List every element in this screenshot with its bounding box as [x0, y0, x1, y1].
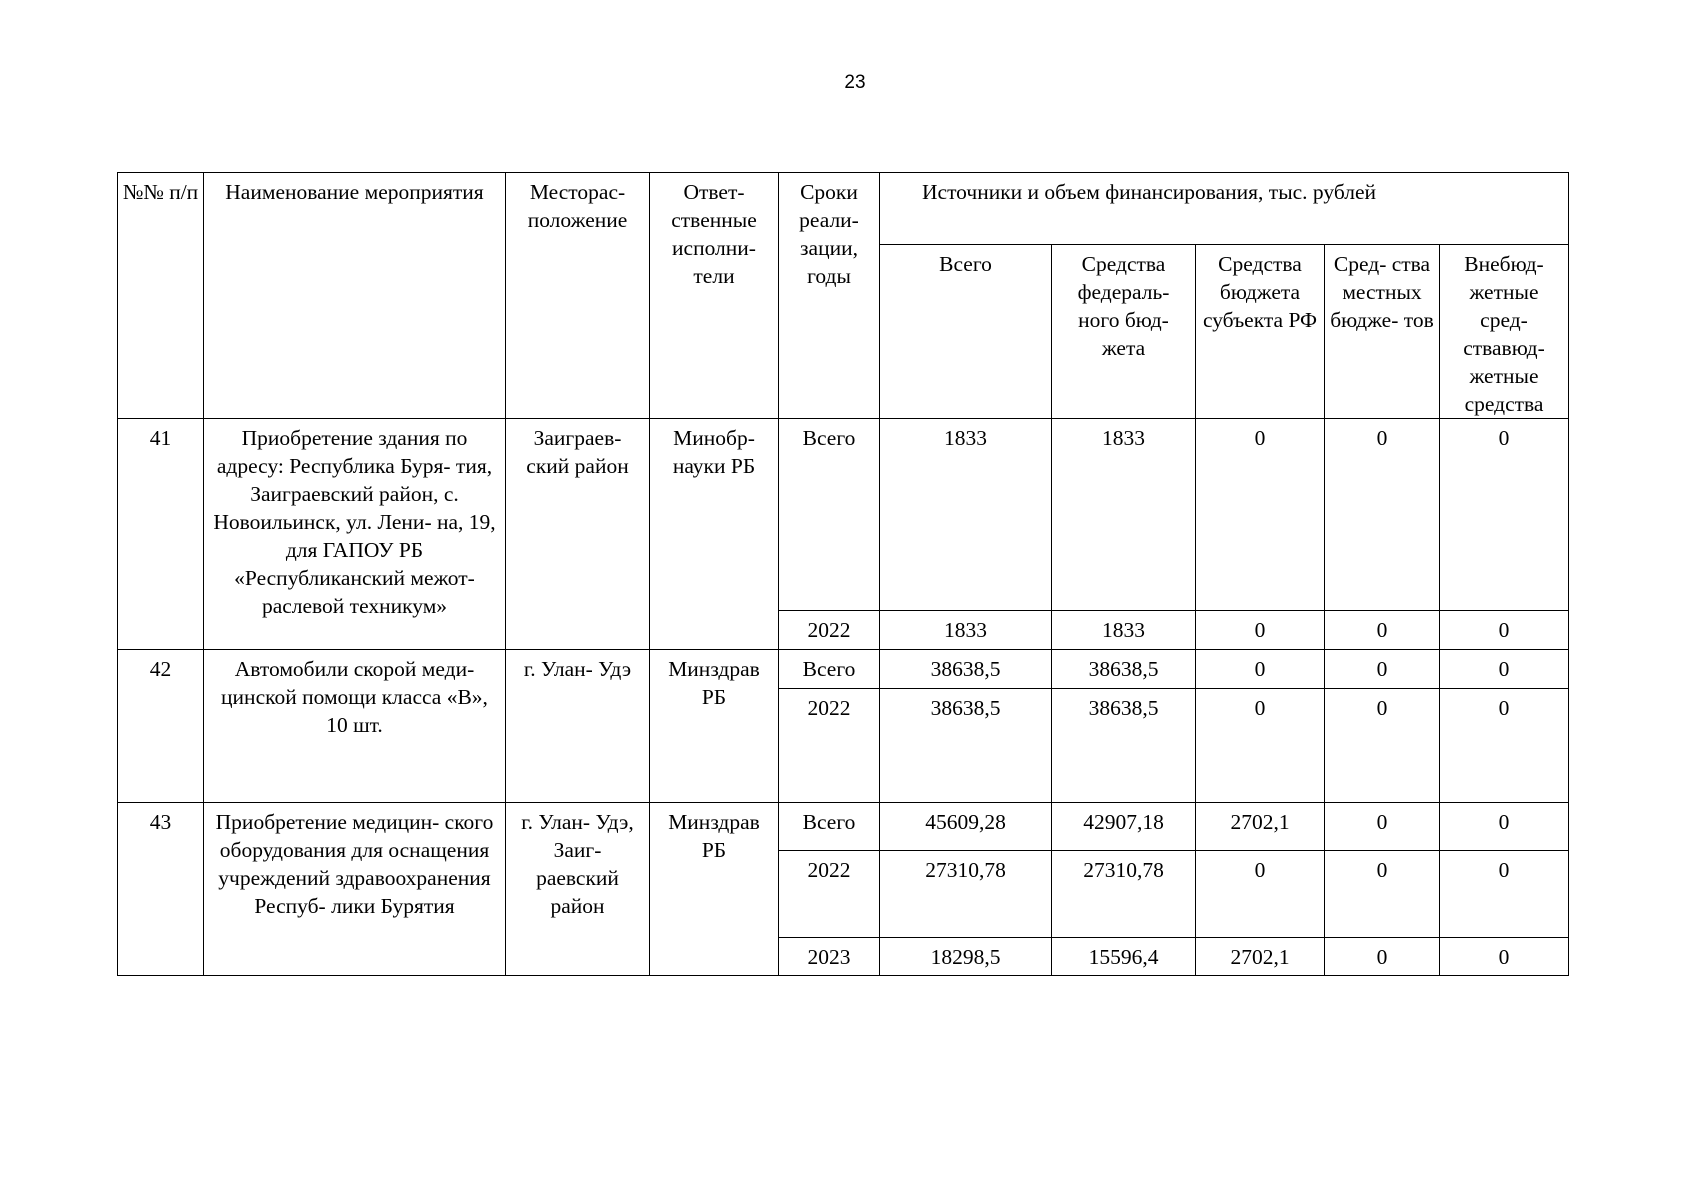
- row-regional: 0: [1196, 419, 1325, 611]
- row-local: 0: [1325, 803, 1440, 851]
- table-row: [118, 650, 1569, 689]
- row-responsible: Минздрав РБ: [650, 803, 779, 976]
- row-name: Приобретение медицин- ского оборудования для оснащения учреждений здравоохранения Респуб- лики Бурятия: [204, 803, 506, 976]
- header-responsible: Ответ- ственные исполни- тели: [650, 173, 779, 419]
- row-extra: 0: [1440, 851, 1569, 938]
- row-extra: 0: [1440, 611, 1569, 650]
- row-local: 0: [1325, 650, 1440, 689]
- row-regional: 0: [1196, 611, 1325, 650]
- row-regional: 0: [1196, 851, 1325, 938]
- row-federal: 38638,5: [1052, 689, 1196, 803]
- financing-table: [117, 172, 1569, 976]
- row-period: Всего: [779, 419, 880, 611]
- header-location: Месторас- положение: [506, 173, 650, 419]
- row-regional: 2702,1: [1196, 803, 1325, 851]
- row-num: 41: [118, 419, 204, 650]
- table-row: [118, 803, 1569, 851]
- row-extra: 0: [1440, 803, 1569, 851]
- row-period: 2022: [779, 611, 880, 650]
- row-federal: 1833: [1052, 419, 1196, 611]
- row-location: Заиграев- ский район: [506, 419, 650, 650]
- row-responsible: Минздрав РБ: [650, 650, 779, 803]
- row-federal: 1833: [1052, 611, 1196, 650]
- header-name: Наименование мероприятия: [204, 173, 506, 419]
- row-local: 0: [1325, 689, 1440, 803]
- row-num: 42: [118, 650, 204, 803]
- header-regional: Средства бюджета субъекта РФ: [1196, 245, 1325, 419]
- row-regional: 0: [1196, 689, 1325, 803]
- row-name: Автомобили скорой меди- цинской помощи класса «В», 10 шт.: [204, 650, 506, 803]
- row-regional: 2702,1: [1196, 938, 1325, 976]
- page-number: 23: [844, 72, 866, 93]
- row-total: 27310,78: [880, 851, 1052, 938]
- row-federal: 27310,78: [1052, 851, 1196, 938]
- table-row: [118, 419, 1569, 611]
- row-period: Всего: [779, 803, 880, 851]
- row-num: 43: [118, 803, 204, 976]
- row-regional: 0: [1196, 650, 1325, 689]
- row-total: 45609,28: [880, 803, 1052, 851]
- row-local: 0: [1325, 938, 1440, 976]
- header-local: Сред- ства местных бюдже- тов: [1325, 245, 1440, 419]
- row-extra: 0: [1440, 689, 1569, 803]
- row-total: 1833: [880, 419, 1052, 611]
- row-total: 38638,5: [880, 650, 1052, 689]
- row-responsible: Минобр- науки РБ: [650, 419, 779, 650]
- row-name: Приобретение здания по адресу: Республика Буря- тия, Заиграевский район, с. Новоильинск, ул. Лени- на, 19, для ГАПОУ РБ «Республиканский межот- раслевой техникум»: [204, 419, 506, 650]
- row-extra: 0: [1440, 650, 1569, 689]
- row-period: Всего: [779, 650, 880, 689]
- row-period: 2022: [779, 851, 880, 938]
- row-federal: 42907,18: [1052, 803, 1196, 851]
- row-total: 18298,5: [880, 938, 1052, 976]
- row-extra: 0: [1440, 938, 1569, 976]
- header-extra: Внебюд- жетные сред- ствавюд- жетные средства: [1440, 245, 1569, 419]
- row-period: 2022: [779, 689, 880, 803]
- header-row: [118, 173, 1569, 245]
- header-num: №№ п/п: [118, 173, 204, 419]
- row-federal: 38638,5: [1052, 650, 1196, 689]
- row-total: 38638,5: [880, 689, 1052, 803]
- row-federal: 15596,4: [1052, 938, 1196, 976]
- header-total: Всего: [880, 245, 1052, 419]
- row-local: 0: [1325, 611, 1440, 650]
- row-local: 0: [1325, 851, 1440, 938]
- header-period: Сроки реали- зации, годы: [779, 173, 880, 419]
- row-location: г. Улан- Удэ, Заиг- раевский район: [506, 803, 650, 976]
- header-financing: Источники и объем финансирования, тыс. рублей: [880, 173, 1569, 245]
- row-period: 2023: [779, 938, 880, 976]
- row-local: 0: [1325, 419, 1440, 611]
- row-total: 1833: [880, 611, 1052, 650]
- header-federal: Средства федераль- ного бюд- жета: [1052, 245, 1196, 419]
- row-location: г. Улан- Удэ: [506, 650, 650, 803]
- row-extra: 0: [1440, 419, 1569, 611]
